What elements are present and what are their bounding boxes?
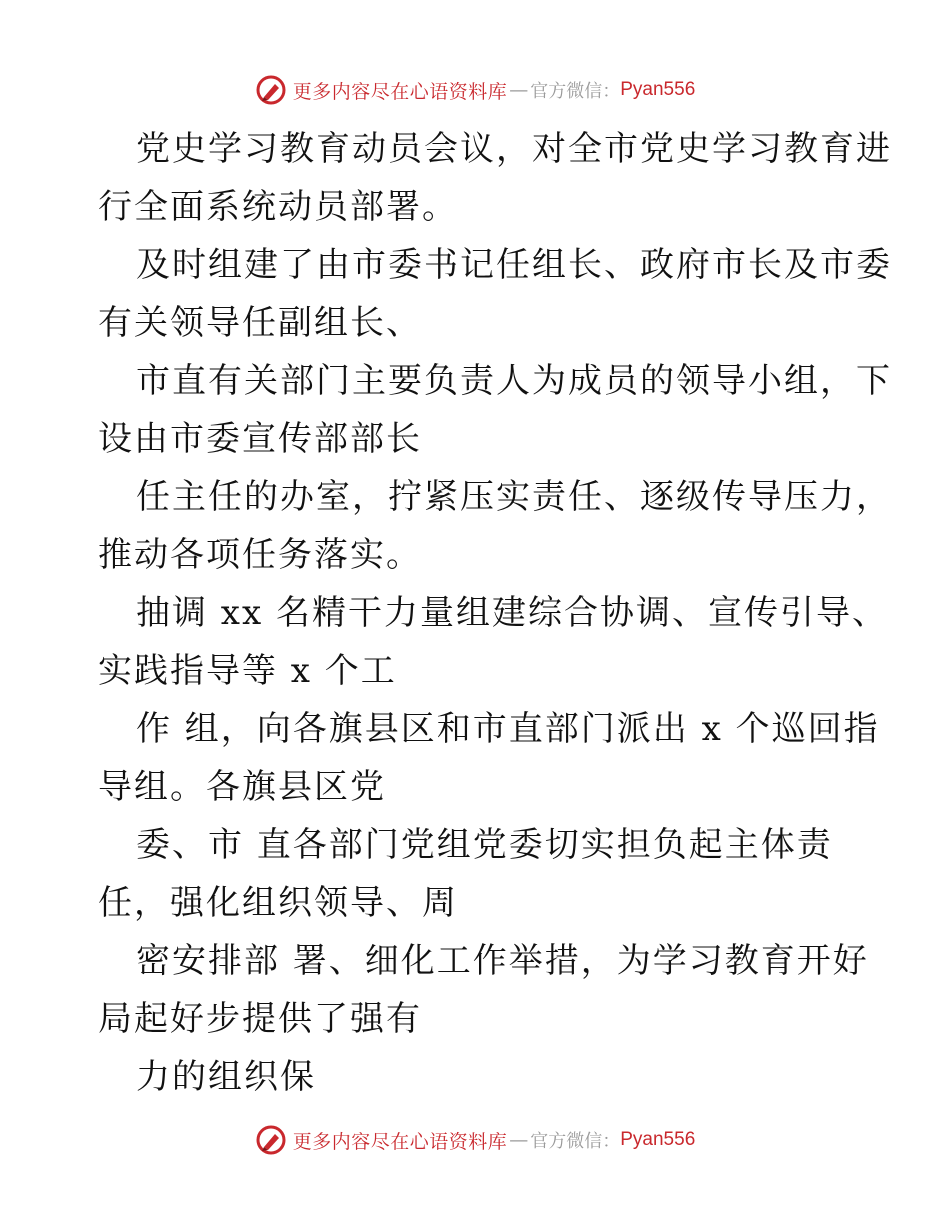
- text-line: 实践指导等 x 个工: [98, 651, 397, 691]
- text-line: 设由市委宣传部部长: [98, 419, 422, 459]
- text-line: 力的组织保: [136, 1057, 316, 1097]
- header-watermark: [0, 70, 950, 110]
- watermark-id: Pyan556: [620, 79, 696, 100]
- footer-watermark: [0, 1120, 950, 1160]
- text-line: 及时组建了由市委书记任组长、政府市长及市委: [136, 245, 892, 285]
- watermark-separator: —: [509, 79, 529, 101]
- text-line: 任，强化组织领导、周: [98, 883, 458, 923]
- watermark-label: 官方微信：: [530, 81, 621, 102]
- text-line: 有关领导任副组长、: [98, 303, 422, 343]
- text-line: 导组。各旗县区党: [98, 767, 386, 807]
- pen-logo-icon: [255, 74, 287, 106]
- text-line: 委、市 直各部门党组党委切实担负起主体责: [136, 825, 833, 865]
- watermark-separator: —: [509, 1129, 529, 1151]
- watermark-text: 更多内容尽在心语资料库: [292, 80, 508, 103]
- text-line: 党史学习教育动员会议，对全市党史学习教育进: [136, 129, 892, 169]
- text-line: 局起好步提供了强有: [98, 999, 422, 1039]
- watermark-id: Pyan556: [620, 1129, 696, 1150]
- pen-logo-icon: [255, 1124, 287, 1156]
- text-line: 抽调 xx 名精干力量组建综合协调、宣传引导、: [136, 593, 888, 633]
- text-line: 作 组，向各旗县区和市直部门派出 x 个巡回指: [136, 709, 880, 749]
- text-line: 市直有关部门主要负责人为成员的领导小组，下: [136, 361, 892, 401]
- text-line: 推动各项任务落实。: [98, 535, 422, 575]
- watermark-label: 官方微信：: [530, 1131, 621, 1152]
- text-line: 行全面系统动员部署。: [98, 187, 458, 227]
- text-line: 任主任的办室，拧紧压实责任、逐级传导压力，: [136, 477, 892, 517]
- watermark-text: 更多内容尽在心语资料库: [292, 1130, 508, 1153]
- text-line: 密安排部 署、细化工作举措，为学习教育开好: [136, 941, 869, 981]
